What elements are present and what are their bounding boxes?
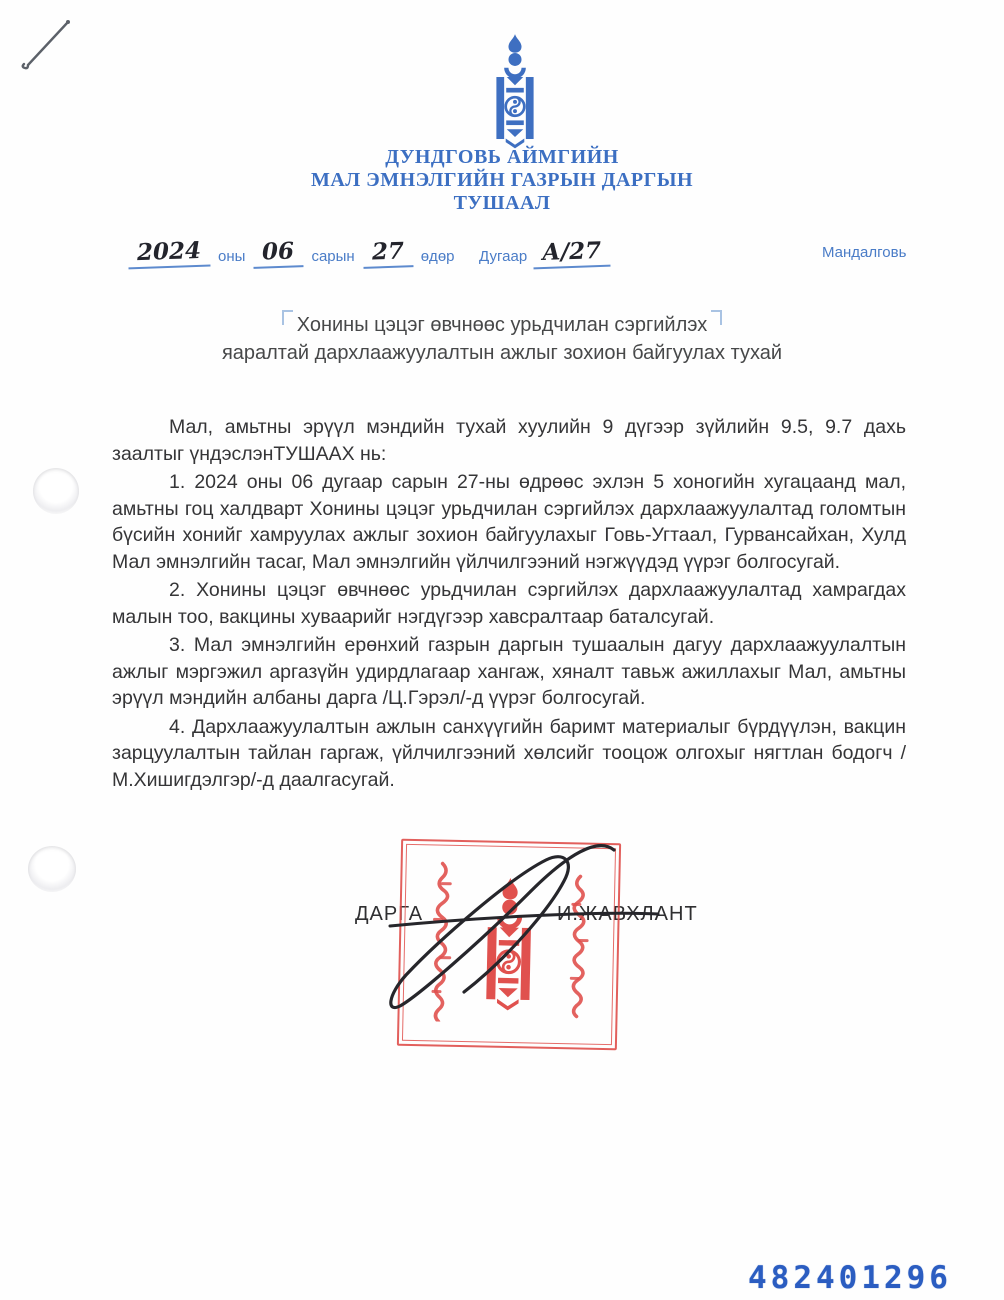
dateline	[0, 238, 1004, 274]
org-name-line1: ДУНДГОВЬ АЙМГИЙН	[385, 146, 619, 168]
date-year-value: 2024	[128, 237, 211, 270]
pen-check-mark	[8, 8, 80, 80]
doc-title-line1	[0, 310, 1004, 339]
body-intro: Мал, амьтны эрүүл мэндийн тухай хуулийн 9 дүгээр зүйлийн 9.5, 9.7 дахь заалтыг үндэслэнТУШААХ нь:	[112, 416, 906, 465]
date-month-label: сарын	[311, 248, 355, 265]
signer-name: И.ЖАВХЛАНТ	[557, 903, 698, 925]
hole-punch-shadow	[28, 846, 76, 892]
date-month-value: 06	[253, 237, 304, 269]
handwritten-signature	[352, 824, 682, 1034]
serial-number-stamp: 482401296	[748, 1260, 952, 1296]
body-item-3: 3. Мал эмнэлгийн ерөнхий газрын даргын тушаалын дагуу дархлаажуулалтын ажлыг мэргэжил аргазүйн удирдлагаар хангаж, хяналт тавьж ажиллахыг Мал, амьтны эрүүл мэндийн албаны дарга /Ц.Гэрэл/-д үүрэг болгосугай.	[112, 634, 906, 709]
doc-title	[0, 310, 1004, 367]
corner-bracket-right-icon	[711, 310, 722, 325]
body-item-2: 2. Хонины цэцэг өвчнөөс урьдчилан сэргийлэх дархлаажуулалтад хамрагдах малын тоо, вакцины хуваарийг нэгдүгээр хавсралтаар баталсугай.	[112, 579, 906, 628]
doc-title-line2: яаралтай дархлаажуулалтын ажлыг зохион байгуулах тухай	[221, 342, 783, 364]
date-day-label: өдөр	[420, 248, 455, 265]
hole-punch-shadow	[33, 468, 79, 514]
body-item-4: 4. Дархлаажуулалтын ажлын санхүүгийн баримт материалыг бүрдүүлэн, вакцин зарцуулалтын тайлан гаргаж, үйлчилгээний хөлсийг тооцож олгохыг нягтлан бодогч /М.Хишигдэлгэр/-д даалгасугай.	[112, 715, 906, 791]
doc-title-line1-text: Хонины цэцэг өвчнөөс урьдчилан сэргийлэх	[296, 314, 708, 336]
date-day-value: 27	[362, 237, 413, 269]
doc-body	[112, 414, 906, 795]
doc-number-group	[479, 238, 610, 268]
date-group	[128, 238, 455, 268]
place-name: Мандалговь	[822, 244, 907, 261]
date-year-label: оны	[218, 248, 246, 265]
letterhead	[0, 146, 1004, 215]
doc-number-value: А/27	[533, 237, 611, 270]
org-name-line2: МАЛ ЭМНЭЛГИЙН ГАЗРЫН ДАРГЫН	[310, 169, 694, 191]
soyombo-emblem-icon	[484, 34, 546, 150]
doc-type: ТУШААЛ	[453, 192, 551, 214]
corner-bracket-left-icon	[282, 310, 293, 325]
doc-number-label: Дугаар	[479, 248, 528, 265]
body-item-1: 1. 2024 оны 06 дугаар сарын 27-ны өдрөөс эхлэн 5 хоногийн хугацаанд мал, амьтны гоц халдварт Хонины цэцэг урьдчилан сэргийлэх дархлаажуулалтад голомтын бүсийн хонийг хамруулах ажлыг зохион байгуулахыг Говь-Угтаал, Гурвансайхан, Хулд Мал эмнэлгийн тасаг, Мал эмнэлгийн үйлчилгээний нэгжүүдэд үүрэг болгосугай.	[112, 471, 906, 573]
signer-role: ДАРГА	[355, 903, 424, 925]
